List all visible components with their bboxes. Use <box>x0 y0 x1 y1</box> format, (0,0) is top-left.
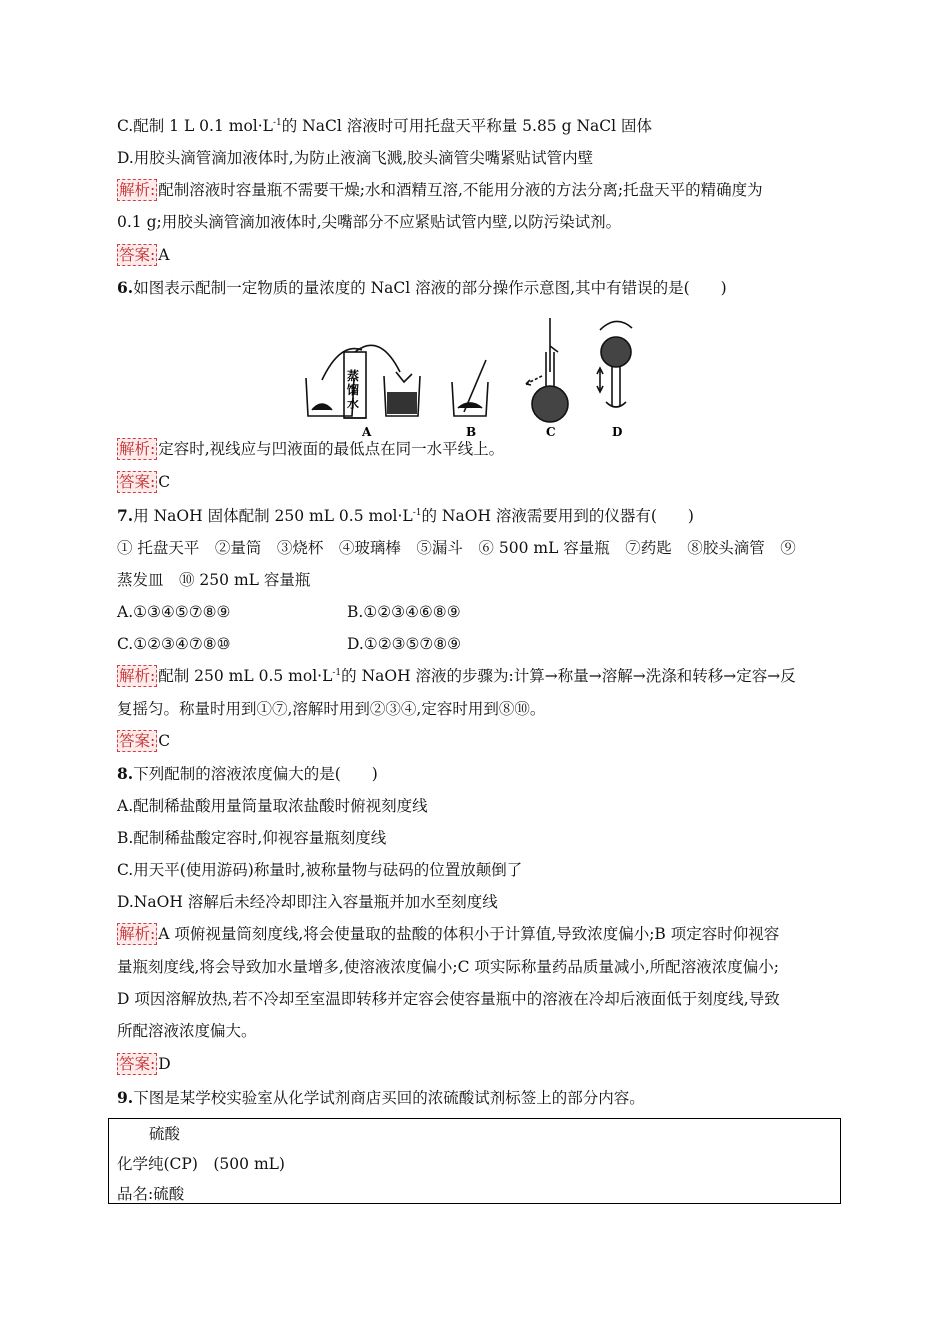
analysis-tag: 解析: <box>119 440 156 458</box>
analysis-tag: 解析: <box>119 925 156 943</box>
water-label: 蒸 <box>347 369 360 383</box>
q8-stem: 8.下列配制的溶液浓度偏大的是( ) <box>117 764 378 783</box>
reagent-label-box <box>108 1118 841 1204</box>
q8-option-b: B.配制稀盐酸定容时,仰视容量瓶刻度线 <box>117 829 387 847</box>
answer-tag: 答案: <box>119 1055 156 1073</box>
svg-text:水: 水 <box>347 397 360 411</box>
q7-stem: 7.用 NaOH 固体配制 250 mL 0.5 $mol\cdot L^{-1}$的 NaOH 溶液需要用到的仪器有( ) <box>117 506 694 525</box>
q6-answer: 答案: C <box>119 473 171 491</box>
q8-option-a: A.配制稀盐酸用量筒量取浓盐酸时俯视刻度线 <box>117 797 428 815</box>
q7-answer: 答案: C <box>119 732 171 750</box>
figure-label-d: D <box>612 425 623 439</box>
figure-label-a: A <box>362 425 372 439</box>
q9-stem: 9.下图是某学校实验室从化学试剂商店买回的浓硫酸试剂标签上的部分内容。 <box>117 1088 645 1107</box>
q5-analysis: 解析: 配制溶液时容量瓶不需要干燥;水和酒精互溶,不能用分液的方法分离;托盘天平的精确度为 <box>119 181 763 199</box>
label-name: 品名:硫酸 <box>117 1185 185 1203</box>
q7-analysis: 解析: 配制 250 mL 0.5 $mol\cdot L^{-1}$的 NaOH 溶液的步骤为:计算→称量→溶解→洗涤和转移→定容→反 <box>119 667 796 685</box>
solution-prep-figure <box>300 312 645 440</box>
q5-option-c: C.配制 1 L 0.1 $mol\cdot L^{-1}$的 NaCl 溶液时可用托盘天平称量 5.85 g NaCl 固体 <box>117 117 652 135</box>
q7-items: ① 托盘天平 ②量筒 ③烧杯 ④玻璃棒 ⑤漏斗 ⑥ 500 mL 容量瓶 ⑦药匙 ⑧胶头滴管 ⑨ <box>117 539 796 557</box>
label-grade: 化学纯(CP) (500 mL) <box>117 1155 285 1173</box>
answer-tag: 答案: <box>119 473 156 491</box>
q8-analysis-cont-2: D 项因溶解放热,若不冷却至室温即转移并定容会使容量瓶中的溶液在冷却后液面低于刻度线,导致 <box>117 990 780 1008</box>
q5-answer: 答案: A <box>119 246 170 264</box>
label-title: 硫酸 <box>149 1125 181 1143</box>
q8-answer: 答案: D <box>119 1055 171 1073</box>
q8-option-d: D.NaOH 溶解后未经冷却即注入容量瓶并加水至刻度线 <box>117 893 498 911</box>
q5-analysis-cont: 0.1 g;用胶头滴管滴加液体时,尖嘴部分不应紧贴试管内壁,以防污染试剂。 <box>117 213 622 231</box>
q7-options-ab: A.①③④⑤⑦⑧⑨ B.①②③④⑥⑧⑨ <box>117 603 461 621</box>
q8-option-c: C.用天平(使用游码)称量时,被称量物与砝码的位置放颠倒了 <box>117 861 523 879</box>
q6-analysis: 解析: 定容时,视线应与凹液面的最低点在同一水平线上。 <box>119 440 505 458</box>
q6-stem: 6.如图表示配制一定物质的量浓度的 NaCl 溶液的部分操作示意图,其中有错误的是( ) <box>117 278 727 297</box>
answer-tag: 答案: <box>119 732 156 750</box>
q8-analysis: 解析: A 项俯视量筒刻度线,将会使量取的盐酸的体积小于计算值,导致浓度偏小;B 项定容时仰视容 <box>119 925 780 943</box>
q5-option-d: D.用胶头滴管滴加液体时,为防止液滴飞溅,胶头滴管尖嘴紧贴试管内壁 <box>117 149 594 167</box>
q7-options-cd: C.①②③④⑦⑧⑩ D.①②③⑤⑦⑧⑨ <box>117 635 462 653</box>
figure-label-b: B <box>466 425 477 439</box>
q7-items-cont: 蒸发皿 ⑩ 250 mL 容量瓶 <box>117 571 311 589</box>
figure-label-c: C <box>546 425 556 439</box>
q7-analysis-cont: 复摇匀。称量时用到①⑦,溶解时用到②③④,定容时用到⑧⑩。 <box>117 700 546 718</box>
svg-text:馏: 馏 <box>347 383 360 397</box>
q8-analysis-cont-3: 所配溶液浓度偏大。 <box>117 1022 257 1040</box>
answer-tag: 答案: <box>119 246 156 264</box>
analysis-tag: 解析: <box>119 667 156 685</box>
analysis-tag: 解析: <box>119 181 156 199</box>
q8-analysis-cont-1: 量瓶刻度线,将会导致加水量增多,使溶液浓度偏小;C 项实际称量药品质量减小,所配溶液浓度偏小; <box>117 958 780 976</box>
